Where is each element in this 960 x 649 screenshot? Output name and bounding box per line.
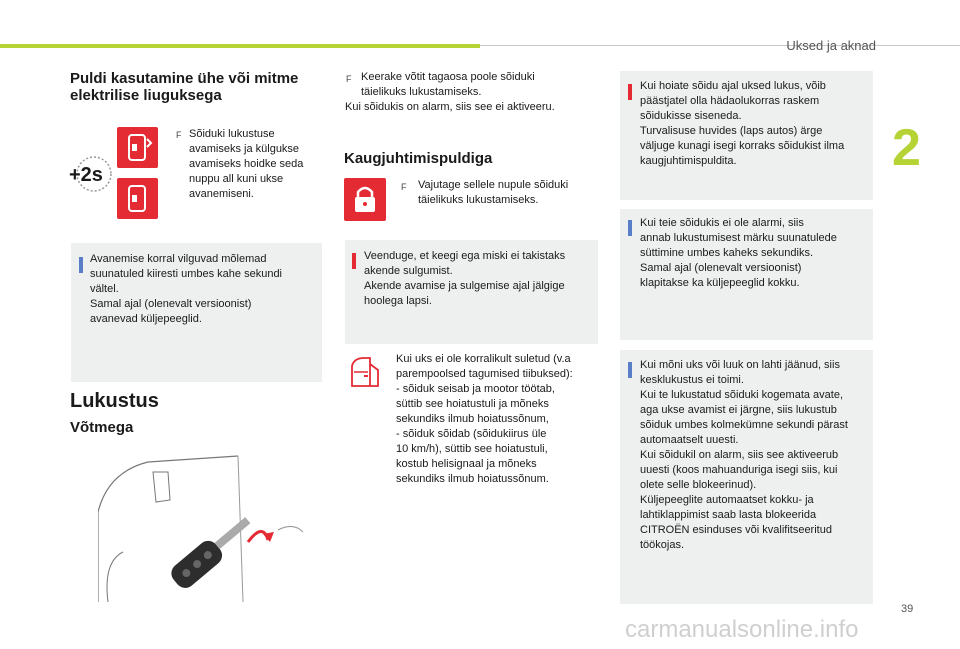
bullet-glyph: F — [346, 74, 352, 84]
info-box-no-alarm — [620, 209, 873, 340]
warning-icon — [628, 84, 632, 100]
info-box-central-locking — [620, 350, 873, 604]
warning-icon — [352, 253, 356, 269]
plus-2s-badge-icon — [67, 154, 113, 194]
warning-windows-text: Veenduge, et keegi ega miski ei takistaks akende sulgumist. Akende avamise ja sulgemise ajal jälgige hoolega lapsi. — [364, 250, 566, 307]
instr-unlock: Sõiduki lukustuse avamiseks ja külgukse avamiseks hoidke seda nuppu all kuni ukse avanemiseni. — [189, 128, 304, 200]
page-number: 39 — [901, 603, 914, 615]
header-rule — [480, 45, 960, 46]
open-door-warning-icon — [344, 352, 384, 392]
lock-button-icon — [344, 178, 386, 221]
bullet-glyph: F — [401, 182, 407, 192]
instr-key-lock: Keerake võtit tagaosa poole sõiduki täielikuks lukustamiseks. — [361, 71, 535, 98]
heading-with-key: Võtmega — [70, 419, 134, 436]
bullet-glyph: F — [176, 130, 182, 140]
warning-box-windows — [345, 240, 598, 344]
info-central-locking-text: Kui mõni uks või luuk on lahti jäänud, siis kesklukustus ei toimi. Kui te lukustatud sõiduki kogemata avate, aga ukse avamist ei järgne, siis lukustub sõiduk umbes kolmekümne sekundi pärast automaatselt uuesti. Kui sõidukil on alarm, siis see aktiveerub uuesti (koos mahuanduriga isegi siis, kui olete selle blokeerinud). Küljepeeglite automaatset kokku- ja lahtiklappimist saab lasta blokeerida CITROËN esinduses või kvalifitseeritud töökojas. — [640, 359, 848, 551]
badge-text: +2s — [69, 164, 103, 186]
info-icon — [79, 257, 83, 273]
info-no-alarm-text: Kui teie sõidukis ei ole alarmi, siis annab lukustumisest märku suunatulede süttimine umbes kaheks sekundiks. Samal ajal (olenevalt versioonist) klapitakse ka küljepeeglid kokku. — [640, 217, 837, 289]
heading-remote: Kaugjuhtimispuldiga — [344, 150, 493, 167]
warning-locked-text: Kui hoiate sõidu ajal uksed lukus, võib päästjatel olla hädaolukorras raskem sõidukisse siseneda. Turvalisuse huvides (laps autos) ärge väljuge kunagi isegi korraks sõidukist ilma kaugjuhtimispuldita. — [640, 80, 845, 167]
unlock-door-button-icon — [117, 127, 158, 168]
header-accent-bar — [0, 44, 480, 48]
section-title: Uksed ja aknad — [786, 38, 876, 53]
warning-box-locked-doors — [620, 71, 873, 200]
watermark: carmanualsonline.info — [625, 616, 859, 643]
chapter-number: 2 — [892, 119, 921, 177]
sliding-door-button-icon — [117, 178, 158, 219]
door-open-warning-text: Kui uks ei ole korralikult suletud (v.a parempoolsed tagumised tiibuksed): - sõiduk seisab ja mootor töötab, süttib see hoiatustuli ja mõneks sekundiks ilmub hoiatussõnum, - sõiduk sõidab (sõidukiirus üle 10 km/h), süttib see hoiatustuli, kostub helisignaal ja mõneks sekundiks ilmub hoiatussõnum. — [396, 353, 573, 485]
note-alarm: Kui sõidukis on alarm, siis see ei aktiveeru. — [345, 101, 555, 113]
instr-remote-lock: Vajutage sellele nupule sõiduki täielikuks lukustamiseks. — [418, 179, 569, 206]
car-key-illustration — [98, 452, 310, 604]
info-icon — [628, 362, 632, 378]
info-box-unlock — [71, 243, 322, 382]
heading-lock: Lukustus — [70, 390, 159, 412]
info-unlock-text: Avanemise korral vilguvad mõlemad suunatuled kiiresti umbes kahe sekundi vältel. Samal ajal (olenevalt versioonist) avanevad küljepeeglid. — [90, 253, 283, 325]
info-icon — [628, 220, 632, 236]
heading-sliding-door: Puldi kasutamine ühe või mitme elektrilise liuguksega — [70, 70, 299, 104]
